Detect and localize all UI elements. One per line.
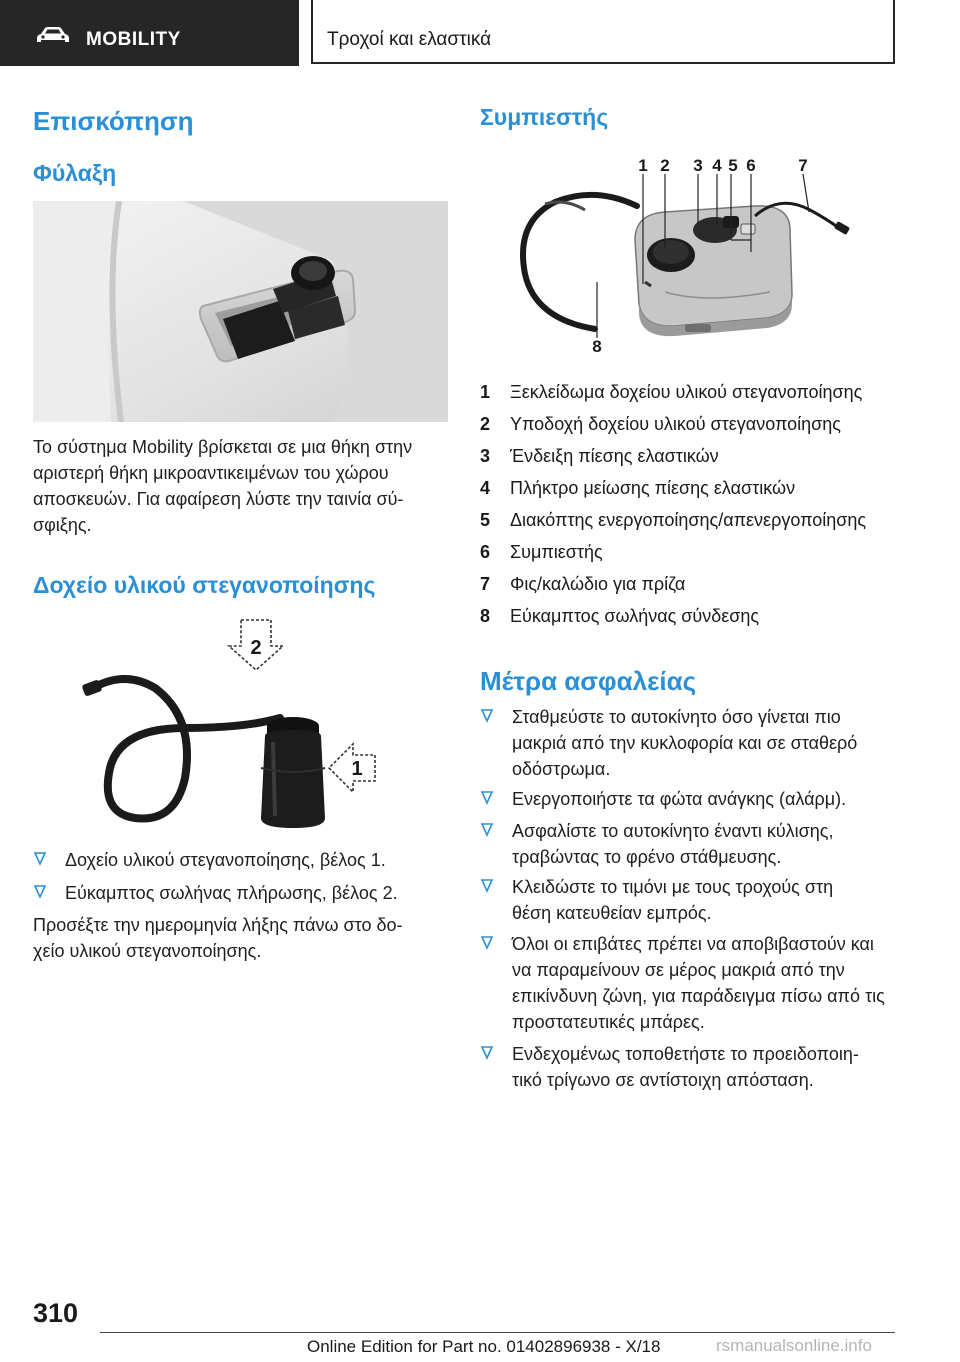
list-item: 8 Εύκαμπτος σωλήνας σύνδεσης [480, 606, 760, 626]
list-item: 3 Ένδειξη πίεσης ελαστικών [480, 446, 719, 466]
callout-7: 7 [798, 156, 808, 175]
triangle-bullet-icon [33, 884, 47, 900]
safety-heading: Μέτρα ασφαλείας [480, 666, 697, 696]
storage-heading: Φύλαξη [33, 160, 117, 186]
callout-6: 6 [746, 156, 756, 175]
watermark: rsmanualsonline.info [716, 1336, 872, 1355]
sealant-bullet: Εύκαμπτος σωλήνας πλήρωσης, βέλος 2. [33, 880, 453, 906]
triangle-bullet-icon [480, 822, 494, 838]
compressor-illustration [505, 154, 850, 359]
sealant-bullet: Δοχείο υλικού στεγανοποίησης, βέλος 1. [33, 847, 453, 873]
sealant-note: Προσέξτε την ημερομηνία λήξης πάνω στο δο- χείο υλικού στεγανοποίησης. [33, 915, 403, 961]
callout-8: 8 [592, 337, 602, 356]
triangle-bullet-icon [480, 1045, 494, 1061]
safety-bullet: Κλειδώστε το τιμόνι με τους τροχούς στη θέση κατευθείαν εμπρός. [480, 874, 900, 926]
safety-bullet: Όλοι οι επιβάτες πρέπει να αποβιβαστούν και να παραμείνουν σε μέρος μακριά από την επικίνδυνη ζώνη, για παράδειγμα πίσω από τις προστατευτικές μπάρες. [480, 931, 905, 1035]
header-section-tab [0, 0, 299, 66]
list-item: 2 Υποδοχή δοχείου υλικού στεγανοποίησης [480, 414, 841, 434]
page-number: 310 [33, 1298, 79, 1328]
list-item: 7 Φις/καλώδιο για πρίζα [480, 574, 686, 594]
triangle-bullet-icon [480, 878, 494, 894]
triangle-bullet-icon [480, 708, 494, 724]
compressor-heading: Συμπιεστής [480, 104, 609, 130]
storage-description: Το σύστημα Mobility βρίσκεται σε μια θήκη στην αριστερή θήκη μικροαντικειμένων του χώρου αποσκευών. Για αφαίρεση λύστε την ταινία σύ- σφιξης. [33, 437, 413, 535]
safety-bullet: Ενεργοποιήστε τα φώτα ανάγκης (αλάρμ). [480, 786, 900, 812]
footer-divider [100, 1332, 895, 1333]
edition-note: Online Edition for Part no. 01402896938 - X/18 [307, 1337, 661, 1356]
section-title: MOBILITY [86, 29, 181, 50]
header-chapter-box [311, 0, 895, 64]
safety-bullet: Ενδεχομένως τοποθετήστε το προειδοποιη- τικό τρίγωνο σε αντίστοιχη απόσταση. [480, 1041, 900, 1093]
callout-5: 5 [728, 156, 738, 175]
triangle-bullet-icon [33, 851, 47, 867]
callout-1: 1 [351, 758, 363, 780]
list-item: 5 Διακόπτης ενεργοποίησης/απενεργοποίησης [480, 510, 867, 530]
callout-4: 4 [712, 156, 722, 175]
list-item: 6 Συμπιεστής [480, 542, 603, 562]
callout-2: 2 [660, 156, 670, 175]
sealant-heading: Δοχείο υλικού στεγανοποίησης [33, 572, 376, 598]
triangle-bullet-icon [480, 935, 494, 951]
callout-2: 2 [250, 637, 262, 659]
overview-heading: Επισκόπηση [33, 106, 194, 136]
list-item: 1 Ξεκλείδωμα δοχείου υλικού στεγανοποίησης [480, 382, 863, 402]
compressor-parts-list [480, 379, 900, 635]
list-item: 4 Πλήκτρο μείωσης πίεσης ελαστικών [480, 478, 796, 498]
sealant-container-illustration [75, 618, 395, 836]
callout-3: 3 [693, 156, 703, 175]
callout-1: 1 [638, 156, 648, 175]
safety-bullet: Σταθμεύστε το αυτοκίνητο όσο γίνεται πιο μακριά από την κυκλοφορία και σε σταθερό οδόστρωμα. [480, 704, 900, 782]
storage-compartment-photo [33, 201, 448, 422]
triangle-bullet-icon [480, 790, 494, 806]
safety-bullet: Ασφαλίστε το αυτοκίνητο έναντι κύλισης, τραβώντας το φρένο στάθμευσης. [480, 818, 900, 870]
car-icon [36, 26, 70, 44]
chapter-title: Τροχοί και ελαστικά [327, 29, 492, 50]
